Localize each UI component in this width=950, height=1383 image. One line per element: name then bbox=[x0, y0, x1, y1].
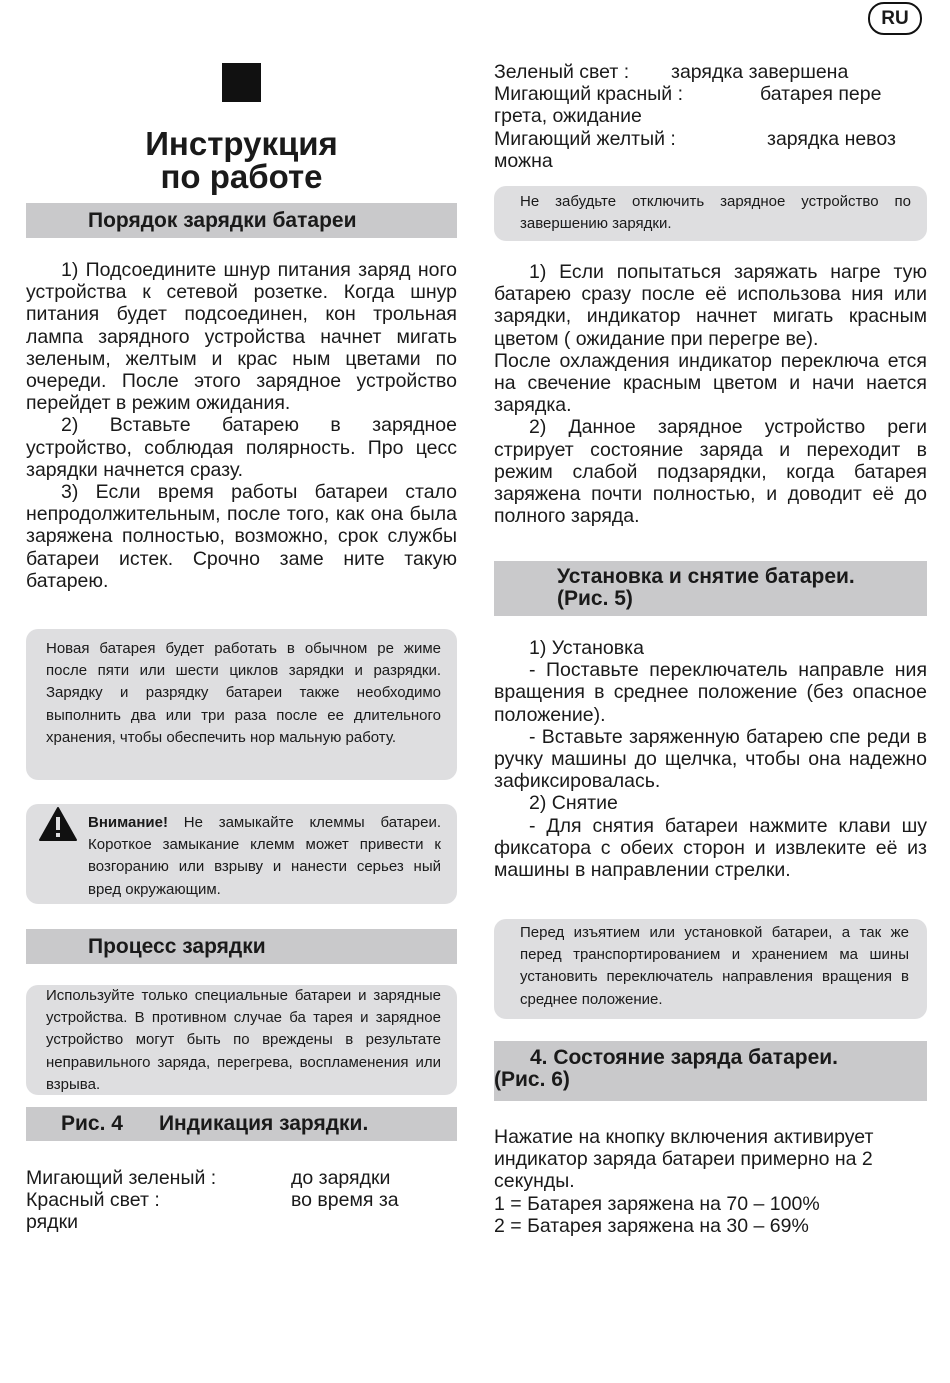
indication-label: Красный свет : bbox=[26, 1189, 160, 1212]
charge-state-text bbox=[494, 1126, 927, 1237]
indication-row bbox=[494, 61, 927, 83]
trickle-charge-paragraph: 2) Данное зарядное устройство реги стрирует состояние заряда и переходит в режим слабой подзарядки, когда батарея заряжена почти полностью, и доводит её до полного заряда. bbox=[494, 416, 927, 528]
charge-state-intro: Нажатие на кнопку включения активирует индикатор заряда батареи примерно на 2 секунды. bbox=[494, 1126, 874, 1193]
install-steps bbox=[494, 637, 927, 881]
indication-list-right bbox=[494, 61, 927, 172]
language-badge: RU bbox=[868, 2, 922, 35]
fig4-title: Индикация зарядки. bbox=[158, 1112, 369, 1135]
indication-row bbox=[494, 83, 927, 105]
indication-label: Мигающий зеленый : bbox=[26, 1167, 217, 1189]
install-step: - Поставьте переключатель направле ния вращения в среднее положение (без опасное положение). bbox=[494, 659, 927, 726]
section-marker bbox=[222, 63, 261, 102]
indication-row bbox=[26, 1189, 457, 1211]
warning-text: Не замыкайте клеммы батареи. Короткое замыкание клемм может привести к возгоранию или взрыву и нанести серьез ный вред окружающим. bbox=[88, 814, 441, 898]
warning-triangle-icon bbox=[38, 806, 78, 842]
indication-row bbox=[494, 128, 927, 150]
indication-continuation: рядки bbox=[26, 1211, 78, 1234]
charging-step-2: 2) Вставьте батарею в зарядное устройство, соблюдая полярность. Про цесс зарядки начнется сразу. bbox=[26, 414, 457, 481]
charging-steps bbox=[26, 259, 457, 592]
remove-subheading: 2) Снятие bbox=[529, 792, 618, 815]
overheat-text bbox=[494, 261, 927, 527]
indication-value: зарядка невоз bbox=[767, 127, 896, 150]
note-install-safety: Перед изъятием или установкой батареи, а так же перед транспортированием и хранением ма шины установить переключатель направления вращения в среднее положение. bbox=[494, 919, 927, 1019]
state-heading-line-2: (Рис. 6) bbox=[494, 1068, 570, 1091]
title-line-1: Инструкция bbox=[145, 125, 338, 162]
indication-continuation: грета, ожидание bbox=[494, 105, 642, 128]
indication-label: Зеленый свет : bbox=[494, 61, 630, 83]
indication-value: во время за bbox=[291, 1189, 399, 1212]
charging-step-1: 1) Подсоедините шнур питания заряд ного устройства к сетевой розетке. Когда шнур питания будет подсоединен, кон трольная лампа зарядного устройства начнет мигать зеленым, желтым и крас ным цветами по очереди. После этого зарядное устройство перейдет в режим ожидания. bbox=[26, 259, 457, 415]
warning-label: Внимание! bbox=[88, 814, 168, 831]
heading-charging-process: Процесс зарядки bbox=[26, 929, 457, 964]
indication-value: батарея пере bbox=[760, 83, 882, 106]
heading-charge-state bbox=[494, 1041, 927, 1101]
indication-value: зарядка завершена bbox=[671, 61, 849, 83]
install-subheading: 1) Установка bbox=[529, 637, 644, 659]
indication-label: Мигающий желтый : bbox=[494, 127, 676, 150]
fig4-number: Рис. 4 bbox=[61, 1112, 123, 1135]
state-heading-line-1: 4. Состояние заряда батареи. bbox=[530, 1046, 839, 1069]
install-heading-line-1: Установка и снятие батареи. bbox=[557, 565, 855, 588]
indication-row bbox=[26, 1167, 457, 1189]
overheat-paragraph-1: 1) Если попытаться заряжать нагре тую батарею сразу после её использова ния или зарядки, индикатор начнет мигать красным цветом ( ожидание при перегре ве). bbox=[494, 261, 927, 350]
note-new-battery: Новая батарея будет работать в обычном ре жиме после пяти или шести циклов зарядки и разрядки. Зарядку и разрядку батареи также необходимо выполнить два или три раза после ее длительного хранения, чтобы обеспечить нор мальную работу. bbox=[26, 629, 457, 780]
heading-install-remove bbox=[494, 561, 927, 616]
indication-continuation: можна bbox=[494, 149, 553, 172]
remove-step: - Для снятия батареи нажмите клави шу фиксатора с обеих сторон и извлеките её из машины в направлении стрелки. bbox=[494, 814, 927, 882]
charge-state-level-2: 2 = Батарея заряжена на 30 – 69% bbox=[494, 1214, 809, 1237]
indication-label: Мигающий красный : bbox=[494, 83, 684, 106]
charging-step-3: 3) Если время работы батареи стало непродолжительным, после того, как она была заряжена полностью, возможно, срок службы батареи истек. Срочно заме ните такую батарею. bbox=[26, 481, 457, 592]
charge-state-level-1: 1 = Батарея заряжена на 70 – 100% bbox=[494, 1192, 820, 1215]
warning-box bbox=[26, 804, 457, 904]
note-unplug-charger: Не забудьте отключить зарядное устройство по завершению зарядки. bbox=[494, 186, 927, 241]
indication-value: до зарядки bbox=[291, 1167, 391, 1189]
heading-charging-order: Порядок зарядки батареи bbox=[26, 203, 457, 238]
heading-fig4 bbox=[26, 1107, 457, 1141]
page-title bbox=[26, 127, 457, 193]
indication-list-left bbox=[26, 1167, 457, 1234]
install-step: - Вставьте заряженную батарею спе реди в ручку машины до щелчка, чтобы она надежно зафиксировалась. bbox=[494, 725, 927, 793]
overheat-paragraph-2: После охлаждения индикатор переключа ется на свечение красным цветом и начи нается зарядка. bbox=[494, 349, 927, 417]
title-line-2: по работе bbox=[160, 158, 323, 195]
note-charging-process: Используйте только специальные батареи и зарядные устройства. В противном случае ба тарея и зарядное устройство могут быть по вреждены в результате неправильного заряда, перегрева, воспламенения или взрыва. bbox=[26, 985, 457, 1095]
install-heading-line-2: (Рис. 5) bbox=[557, 587, 633, 610]
